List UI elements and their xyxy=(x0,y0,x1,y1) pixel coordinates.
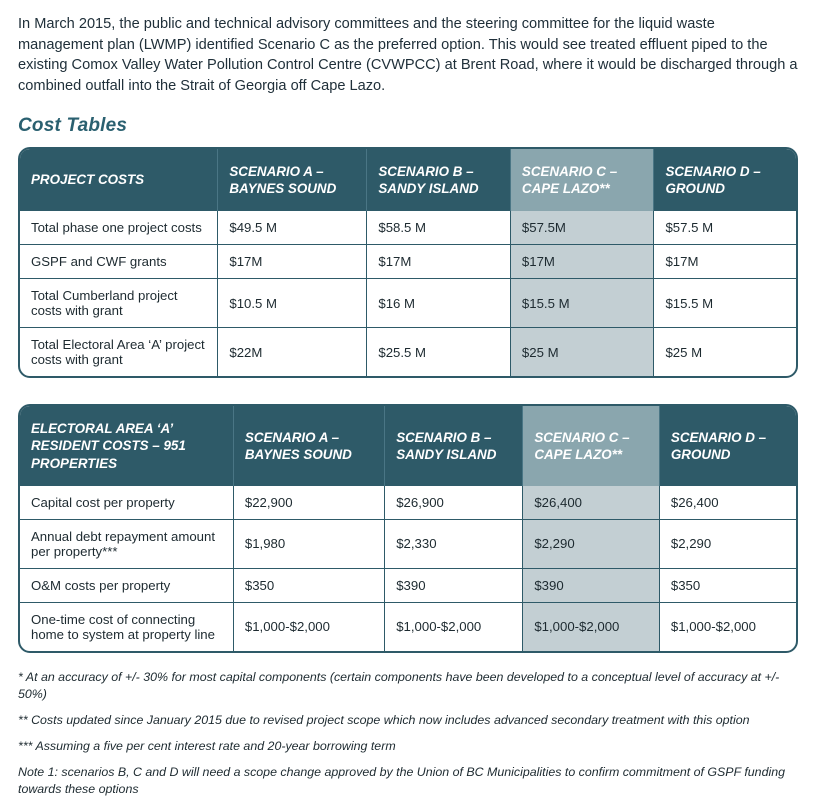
row-label: Annual debt repayment amount per property*** xyxy=(20,519,233,568)
footnote-costs-updated: ** Costs updated since January 2015 due to revised project scope which now includes advanced secondary treatment with this option xyxy=(18,712,750,727)
cell-scenario-b: $17M xyxy=(367,245,511,279)
table-row xyxy=(20,279,796,328)
cell-scenario-d: $15.5 M xyxy=(654,279,796,328)
cell-scenario-d: $25 M xyxy=(665,344,703,360)
cell-scenario-a: $22M xyxy=(218,328,367,377)
cell-scenario-c: $17M xyxy=(510,245,654,279)
cell-scenario-c: $57.5M xyxy=(510,211,654,245)
section-title: Cost Tables xyxy=(18,114,128,136)
cell-scenario-a: $1,980 xyxy=(233,519,384,568)
table-body xyxy=(20,486,796,651)
column-header-scenario-b: SCENARIO B – SANDY ISLAND xyxy=(385,406,523,485)
intro-paragraph: In March 2015, the public and technical advisory committees and the steering committee for the liquid waste management plan (LWMP) identified Scenario C as the preferred option. This would see treated effluent piped to the existing Comox Valley Water Pollution Control Centre (CVWPCC) at Brent Road, where it would be discharged through a combined outfall into the Strait of Georgia off Cape Lazo. xyxy=(18,16,798,95)
cell-scenario-d: $17M xyxy=(654,245,796,279)
cell-scenario-d: $1,000-$2,000 xyxy=(670,619,756,635)
cell-scenario-a: $1,000-$2,000 xyxy=(233,602,384,651)
cell-scenario-b: $16 M xyxy=(367,279,511,328)
resident-costs-table xyxy=(20,406,796,650)
footnote-accuracy: * At an accuracy of +/- 30% for most capital components (certain components have been developed to a conceptual level of accuracy at +/- 50%) xyxy=(18,669,780,701)
table-spacer xyxy=(0,378,816,404)
column-header-scenario-d: SCENARIO D – GROUND xyxy=(654,149,796,211)
cell-scenario-d: $26,400 xyxy=(659,486,796,520)
cell-scenario-b: $25.5 M xyxy=(367,328,511,377)
cell-scenario-c: $390 xyxy=(523,568,660,602)
cell-scenario-c: $25 M xyxy=(510,328,654,377)
cell-scenario-c: $2,290 xyxy=(523,519,660,568)
cell-scenario-b: $390 xyxy=(385,568,523,602)
document-page xyxy=(0,14,816,797)
table-row xyxy=(20,568,796,602)
table-header xyxy=(20,149,796,211)
column-header-scenario-a: SCENARIO A – BAYNES SOUND xyxy=(218,149,367,211)
cell-scenario-a: $22,900 xyxy=(233,486,384,520)
table-body xyxy=(20,211,796,376)
column-header-scenario-c: SCENARIO C – CAPE LAZO** xyxy=(523,406,660,485)
row-label: O&M costs per property xyxy=(20,568,233,602)
table-row xyxy=(20,328,796,377)
table-row xyxy=(20,519,796,568)
row-label: One-time cost of connecting home to system at property line xyxy=(20,602,233,651)
column-header-project-costs: PROJECT COSTS xyxy=(20,149,218,211)
cell-scenario-d: $57.5 M xyxy=(654,211,796,245)
table-row xyxy=(20,211,796,245)
column-header-scenario-d: SCENARIO D – GROUND xyxy=(659,406,796,485)
column-header-scenario-c: SCENARIO C – CAPE LAZO** xyxy=(510,149,654,211)
column-header-resident-costs: ELECTORAL AREA ‘A’ RESIDENT COSTS – 951 PROPERTIES xyxy=(20,406,233,485)
cell-scenario-b: $1,000-$2,000 xyxy=(385,602,523,651)
table-row xyxy=(20,245,796,279)
footnote-note-1: Note 1: scenarios B, C and D will need a scope change approved by the Union of BC Municipalities to confirm commitment of GSPF funding towards these options xyxy=(18,765,786,797)
cell-scenario-d: $2,290 xyxy=(659,519,796,568)
project-costs-table xyxy=(20,149,796,376)
cell-scenario-b: $2,330 xyxy=(385,519,523,568)
cell-scenario-b: $26,900 xyxy=(385,486,523,520)
table-row xyxy=(20,486,796,520)
row-label: Total Electoral Area ‘A’ project costs with grant xyxy=(20,328,218,377)
table-header-row xyxy=(20,149,796,211)
cell-scenario-a: $10.5 M xyxy=(218,279,367,328)
cell-scenario-c: $1,000-$2,000 xyxy=(523,602,660,651)
cell-scenario-a: $49.5 M xyxy=(218,211,367,245)
project-costs-table-wrapper xyxy=(18,147,798,378)
resident-costs-table-wrapper xyxy=(18,404,798,652)
cell-scenario-b: $58.5 M xyxy=(367,211,511,245)
table-header xyxy=(20,406,796,485)
cell-scenario-d: $350 xyxy=(659,568,796,602)
cell-scenario-c: $15.5 M xyxy=(510,279,654,328)
cell-scenario-a: $350 xyxy=(233,568,384,602)
footnote-interest-rate: *** Assuming a five per cent interest rate and 20-year borrowing term xyxy=(18,738,396,753)
row-label: GSPF and CWF grants xyxy=(20,245,218,279)
row-label: Capital cost per property xyxy=(20,486,233,520)
column-header-scenario-a: SCENARIO A – BAYNES SOUND xyxy=(233,406,384,485)
column-header-scenario-b: SCENARIO B – SANDY ISLAND xyxy=(367,149,511,211)
row-label: Total Cumberland project costs with grant xyxy=(20,279,218,328)
row-label: Total phase one project costs xyxy=(20,211,218,245)
cell-scenario-c: $26,400 xyxy=(523,486,660,520)
cell-scenario-a: $17M xyxy=(218,245,367,279)
table-header-row xyxy=(20,406,796,485)
footnotes xyxy=(18,669,798,798)
table-row xyxy=(20,602,796,651)
